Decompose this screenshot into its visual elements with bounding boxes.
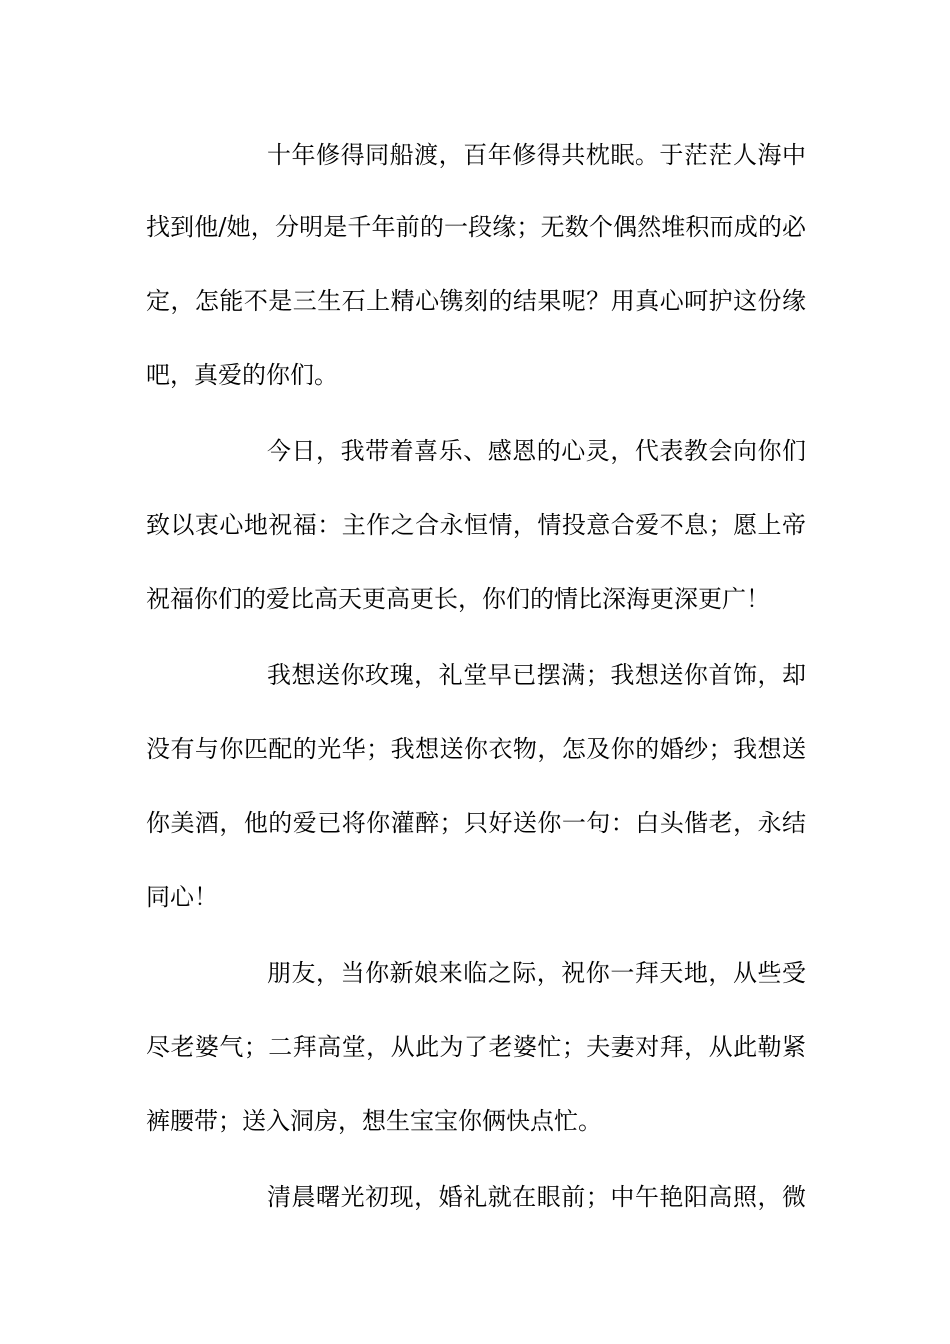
paragraph-3-line-4: 同心！ <box>146 883 218 911</box>
paragraph-1-line-4: 吧，真爱的你们。 <box>146 361 338 389</box>
paragraph-4-line-2: 尽老婆气；二拜高堂，从此为了老婆忙；夫妻对拜，从此勒紧 <box>146 1033 806 1061</box>
paragraph-1-line-3: 定，怎能不是三生石上精心镌刻的结果呢？用真心呵护这份缘 <box>146 287 806 315</box>
paragraph-1-line-1: 十年修得同船渡，百年修得共枕眠。于茫茫人海中 <box>267 141 806 169</box>
paragraph-4-line-1: 朋友，当你新娘来临之际，祝你一拜天地，从些受 <box>267 959 806 987</box>
paragraph-2-line-1: 今日，我带着喜乐、感恩的心灵，代表教会向你们 <box>267 437 806 465</box>
paragraph-2-line-2: 致以衷心地祝福：主作之合永恒情，情投意合爱不息；愿上帝 <box>146 511 806 539</box>
paragraph-3-line-3: 你美酒，他的爱已将你灌醉；只好送你一句：白头偕老，永结 <box>146 809 806 837</box>
paragraph-2-line-3: 祝福你们的爱比高天更高更长，你们的情比深海更深更广！ <box>146 585 770 613</box>
paragraph-3-line-1: 我想送你玫瑰，礼堂早已摆满；我想送你首饰，却 <box>267 661 806 689</box>
paragraph-4-line-3: 裤腰带；送入洞房，想生宝宝你俩快点忙。 <box>146 1107 602 1135</box>
paragraph-5-line-1: 清晨曙光初现，婚礼就在眼前；中午艳阳高照，微 <box>267 1183 806 1211</box>
paragraph-1-line-2: 找到他/她，分明是千年前的一段缘；无数个偶然堆积而成的必 <box>146 213 806 241</box>
paragraph-3-line-2: 没有与你匹配的光华；我想送你衣物，怎及你的婚纱；我想送 <box>146 735 806 763</box>
